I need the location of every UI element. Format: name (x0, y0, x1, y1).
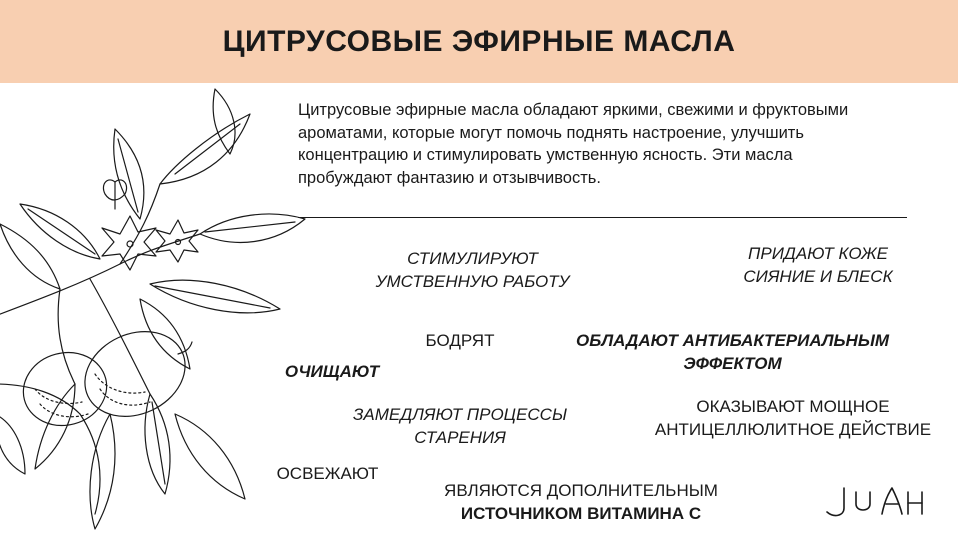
divider-line (298, 217, 907, 218)
property-line: БОДРЯТ (425, 331, 495, 350)
property-vitamin (425, 479, 737, 525)
property-aging (340, 403, 580, 449)
property-line: ЭФФЕКТОМ (683, 354, 782, 373)
property-line: СТИМУЛИРУЮТ (407, 249, 538, 268)
property-line: СИЯНИЕ И БЛЕСК (743, 267, 893, 286)
property-cleanse (272, 360, 392, 383)
property-line: УМСТВЕННУЮ РАБОТУ (375, 272, 570, 291)
property-refresh (270, 462, 385, 485)
property-line: ИСТОЧНИКОМ ВИТАМИНА С (460, 504, 702, 523)
header-banner (0, 0, 958, 83)
property-line: ОКАЗЫВАЮТ МОЩНОЕ (696, 397, 890, 416)
intro-paragraph: Цитрусовые эфирные масла обладают яркими, свежими и фруктовыми ароматами, которые могут помочь поднять настроение, улучшить концентрацию и стимулировать умственную ясность. Эти масла пробуждают фантазию и отзывчивость. (298, 101, 849, 187)
blossoms (102, 180, 198, 270)
property-line: СТАРЕНИЯ (414, 428, 506, 447)
property-cellulite (643, 395, 943, 441)
property-antibacterial (560, 329, 905, 375)
brand-logo (822, 482, 926, 522)
property-line: ЗАМЕДЛЯЮТ ПРОЦЕССЫ (352, 405, 568, 424)
property-line: ПРИДАЮТ КОЖЕ (748, 244, 888, 263)
property-line: АНТИЦЕЛЛЮЛИТНОЕ ДЕЙСТВИЕ (654, 420, 932, 439)
branch-stems (0, 184, 200, 414)
property-line: ОБЛАДАЮТ АНТИБАКТЕРИАЛЬНЫМ (576, 331, 889, 350)
property-skin (733, 242, 903, 288)
lemons (15, 316, 199, 435)
property-stimulate (365, 247, 580, 293)
page-title: ЦИТРУСОВЫЕ ЭФИРНЫЕ МАСЛА (222, 24, 736, 58)
property-line: ОСВЕЖАЮТ (276, 464, 379, 483)
property-line: ОЧИЩАЮТ (284, 362, 380, 381)
leaves (0, 89, 305, 529)
property-invigorate (410, 329, 510, 352)
property-line: ЯВЛЯЮТСЯ ДОПОЛНИТЕЛЬНЫМ (444, 481, 718, 500)
